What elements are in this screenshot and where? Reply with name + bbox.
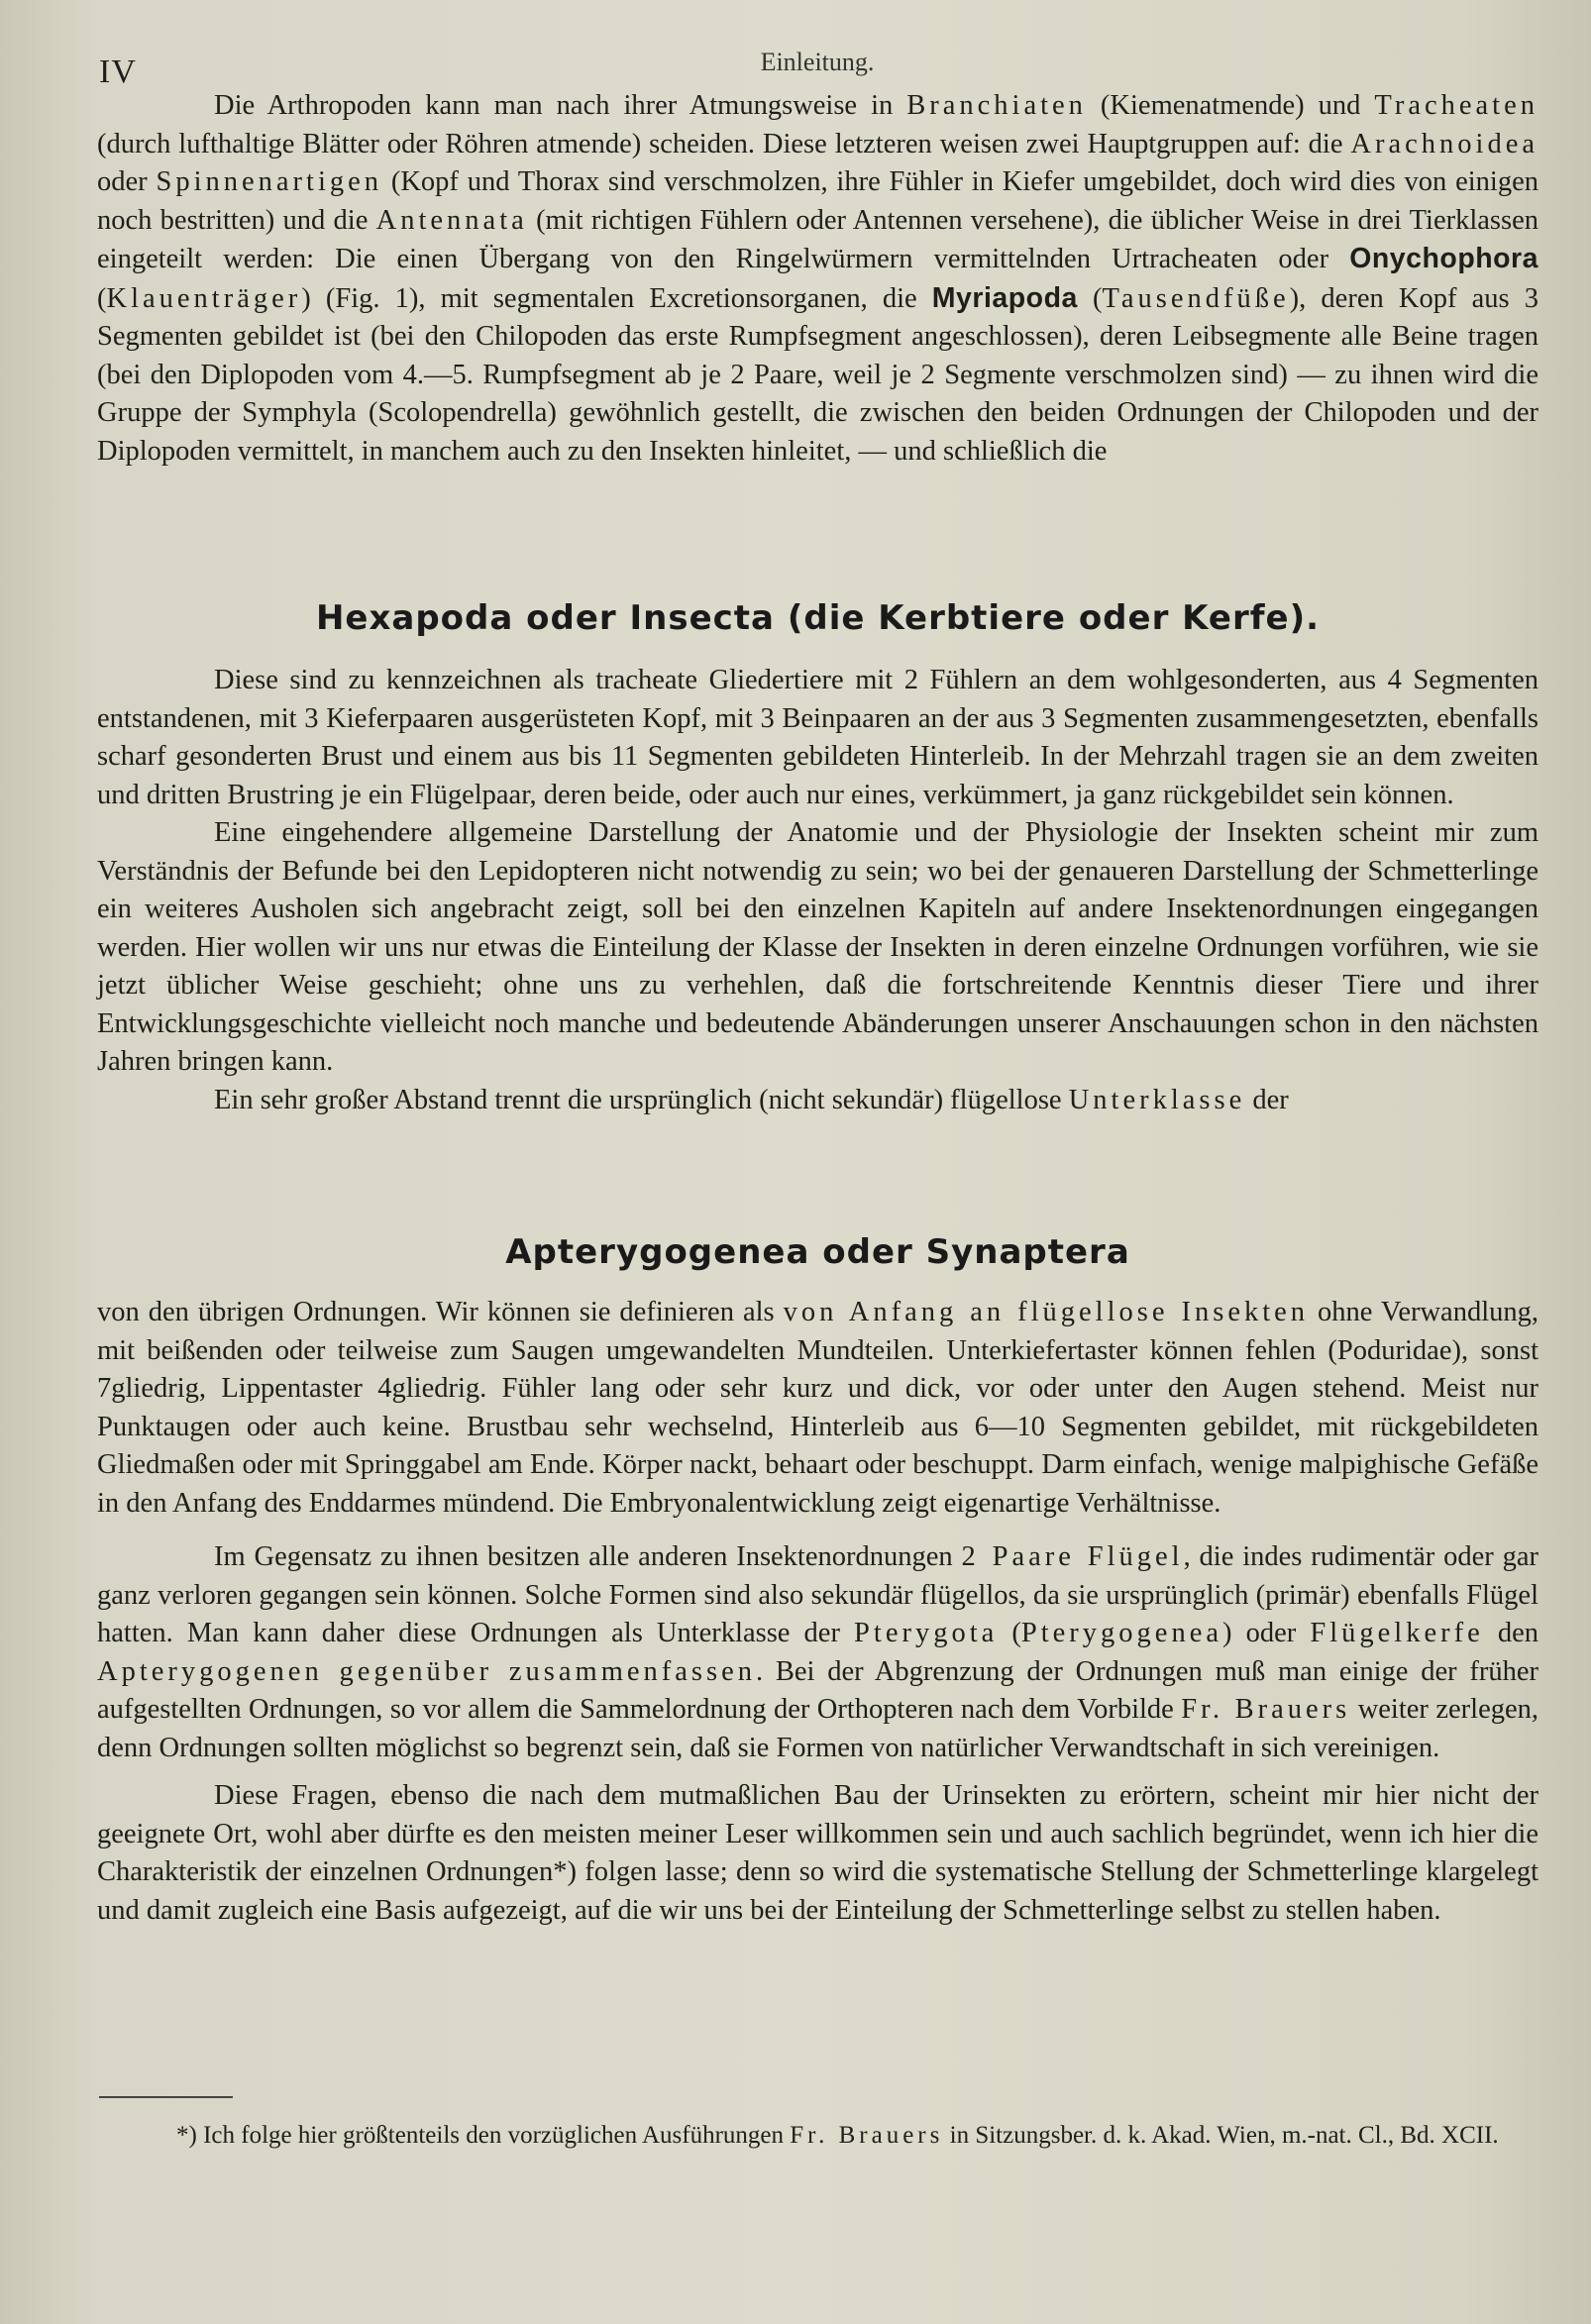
term-tracheaten: Tracheaten [1374, 90, 1538, 121]
intro-text: (Kiemenatmende) und [1086, 90, 1375, 121]
term-spinnenartigen: Spinnenartigen [156, 166, 383, 197]
author-fr-brauers: Fr. Brauers [790, 2122, 944, 2149]
term-apterygogenen: Apterygogenen gegenüber zusammenfassen [97, 1655, 756, 1687]
term-arachnoidea: Arachnoidea [1350, 128, 1538, 159]
paragraph: Eine eingehendere allgemeine Darstellung der Anatomie und der Physiologie der Insekten scheint mir zum Verständnis der Befunde bei den Lepidopteren nicht notwendig zu sein; wo bei der genaueren Darstellung der Schmetterlinge ein weiteres Ausholen sich angebracht zeigt, soll bei den einzelnen Kapiteln auf andere Insektenordnungen eingegangen werden. Hier wollen wir uns nur etwas die Einteilung der Klasse der Insekten in deren einzelne Ordnungen vorführen, wie sie jetzt üblicher Weise geschieht; ohne uns zu verhehlen, daß die fortschreitende Kenntnis dieser Tiere und ihrer Entwicklungsgeschichte vielleicht noch manche und bedeutende Abänderungen unserer Anschauungen schon in den nächsten Jahren bringen kann. [97, 817, 1538, 1077]
footnote [69, 2120, 1526, 2152]
paragraph-text: den [1483, 1618, 1538, 1648]
term-fluegelkerfe: Flügelkerfe [1310, 1618, 1484, 1648]
intro-text: (Kopf und Thorax sind verschmolzen, ihre Fühler in Kiefer umgebildet, doch wird dies von einigen noch bestritten) und die [97, 166, 1539, 236]
paragraph-text: Ein sehr großer Abstand trennt die ursprünglich (nicht sekundär) flügellose [214, 1084, 1069, 1115]
paragraph-text: weiter zerlegen, denn Ordnungen sollten möglichst so begrenzt sein, daß sie Formen von natürlicher Verwandtschaft in sich vereinigen. [97, 1694, 1538, 1763]
paragraph-text: ( [998, 1618, 1021, 1648]
section-heading-hexapoda: Hexapoda oder Insecta (die Kerbtiere oder Kerfe). [315, 598, 1321, 638]
term-2-paare-fluegel: 2 Paare Flügel [961, 1541, 1184, 1572]
term-myriapoda: Myriapoda [931, 281, 1078, 314]
intro-text: Die Arthropoden kann man nach ihrer Atmungsweise in [214, 90, 907, 121]
page-header [99, 48, 1536, 90]
paragraph [97, 1082, 1538, 1120]
section-heading-apterygogenea: Apterygogenea oder Synaptera [505, 1232, 1130, 1272]
paragraph-text: . Bei der Abgrenzung der Ordnungen muß man einige der früher aufgestellten Ordnungen, so vor allem die Sammelordnung der Orthopteren nach dem Vorbilde [97, 1655, 1538, 1725]
intro-text: ( [1077, 282, 1103, 314]
paragraph: Diese sind zu kennzeichnen als tracheate Gliedertiere mit 2 Fühlern an dem wohlgesonderten, aus 4 Segmenten entstandenen, mit 3 Kieferpaaren ausgerüsteten Kopf, mit 3 Beinpaaren an der aus 3 Segmenten zusammengesetzten, ebenfalls scharf gesonderten Brust und einem aus bis 11 Segmenten gebildeten Hinterleib. In der Mehrzahl tragen sie an dem zweiten und dritten Brustring je ein Flügelpaar, deren beide, oder auch nur eines, verkümmert, ja ganz rückgebildet sein können. [97, 665, 1538, 810]
footnote-text: *) Ich folge hier größtenteils den vorzüglichen Ausführungen [176, 2122, 791, 2149]
term-unterklasse: Unterklasse [1068, 1084, 1246, 1115]
intro-text: (durch lufthaltige Blätter oder Röhren atmende) scheiden. Diese letzteren weisen zwei Hauptgruppen auf: die [97, 128, 1351, 159]
term-onychophora: Onychophora [1349, 243, 1538, 274]
footnote-divider [99, 2096, 233, 2098]
term-tausendfuesse: Tausendfüße [1102, 282, 1290, 314]
paragraph-text: , die indes rudimentär oder gar ganz verloren gegangen sein können. Solche Formen sind also sekundär flügellos, da sie ursprünglich (primär) ebenfalls Flügel hatten. Man kann daher diese Ordnungen als Unterklasse der [97, 1541, 1538, 1648]
hexapoda-section [97, 662, 1538, 1119]
intro-text: oder [97, 166, 157, 197]
page-number: IV [99, 53, 137, 90]
term-fluegellose-insekten: von Anfang an flügellose Insekten [783, 1297, 1310, 1327]
intro-text: ), deren Kopf aus 3 Segmenten gebildet ist (bei den Chilopoden das erste Rumpfsegment angeschlossen), deren Leibsegmente alle Beine tragen (bei den Diplopoden vom 4.—5. Rumpfsegment ab je 2 Paare, weil je 2 Segmente verschmolzen sind) — zu ihnen wird die Gruppe der Symphyla (Scolopendrella) gewöhnlich gestellt, die zwischen den beiden Ordnungen der Chilopoden und der Diplopoden vermittelt, in manchem auch zu den Insekten hinleitet, — und schließlich die [97, 282, 1538, 467]
paragraph-text: ) oder [1222, 1618, 1311, 1648]
term-pterygota: Pterygota [854, 1618, 999, 1648]
term-antennata: Antennata [375, 204, 528, 236]
term-klauentraeger: Klauenträger [106, 282, 302, 314]
intro-text: (mit richtigen Fühlern oder Antennen versehene), die üblicher Weise in drei Tierklassen eingeteilt werden: Die einen Übergang von den Ringelwürmern vermittelnden Urtracheaten oder [97, 204, 1538, 274]
paragraph-text: von den übrigen Ordnungen. Wir können sie definieren als [97, 1297, 784, 1327]
intro-text: ( [97, 282, 107, 314]
paragraph [97, 1538, 1538, 1767]
paragraph-text: Im Gegensatz zu ihnen besitzen alle anderen Insektenordnungen [214, 1541, 962, 1572]
paragraph-text: ohne Verwandlung, mit beißenden oder teilweise zum Saugen umgewandelten Mundteilen. Unterkiefertaster können fehlen (Poduridae), sonst 7gliedrig, Lippentaster 4gliedrig. Fühler lang oder sehr kurz und dick, vor oder unter den Augen stehend. Meist nur Punktaugen oder auch keine. Brustbau sehr wechselnd, Hinterleib aus 6—10 Segmenten gebildet, mit rückgebildeten Gliedmaßen oder mit Springgabel am Ende. Körper nackt, behaart oder beschuppt. Darm einfach, wenige malpighische Gefäße in den Anfang des Enddarmes mündend. Die Embryonalentwicklung zeigt eigenartige Verhältnisse. [97, 1297, 1538, 1519]
term-pterygogenea: Pterygogenea [1020, 1618, 1222, 1648]
intro-text: ) (Fig. 1), mit segmentalen Excretionsorganen, die [301, 282, 932, 314]
running-head: Einleitung. [760, 48, 875, 76]
apterygogenea-section [97, 1294, 1538, 1930]
term-branchiaten: Branchiaten [906, 90, 1087, 121]
paragraph [97, 1294, 1538, 1523]
intro-paragraph [97, 87, 1538, 471]
paragraph: Diese Fragen, ebenso die nach dem mutmaßlichen Bau der Urinsekten zu erörtern, scheint mir hier nicht der geeignete Ort, wohl aber dürfte es den meisten meiner Leser willkommen sein und auch sachlich begründet, wenn ich hier die Charakteristik der einzelnen Ordnungen*) folgen lasse; denn so wird die systematische Stellung der Schmetterlinge klargelegt und damit zugleich eine Basis aufgezeigt, auf die wir uns bei der Einteilung der Schmetterlinge selbst zu stellen haben. [97, 1780, 1538, 1926]
author-fr-brauers: Fr. Brauers [1181, 1694, 1351, 1725]
paragraph-text: der [1245, 1084, 1289, 1115]
footnote-text: in Sitzungsber. d. k. Akad. Wien, m.-nat. Cl., Bd. XCII. [943, 2122, 1499, 2149]
